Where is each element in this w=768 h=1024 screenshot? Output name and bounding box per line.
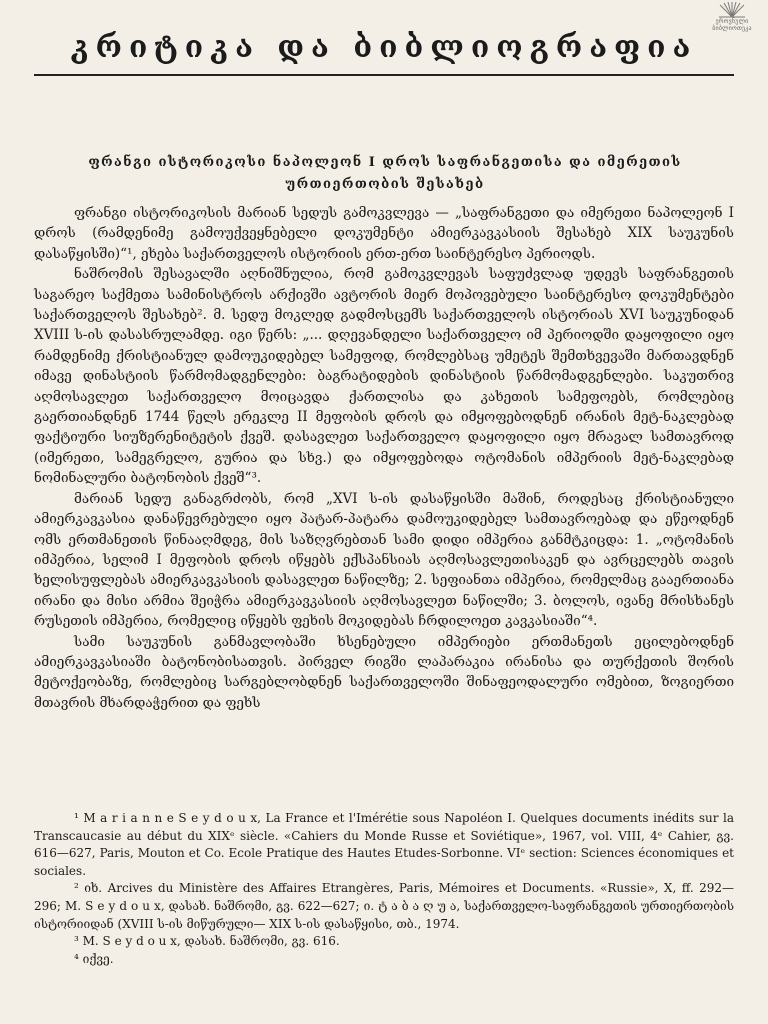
book-fan-icon <box>717 2 747 18</box>
footnote: ⁴ იქვე. <box>74 951 114 966</box>
section-header: კრიტიკა და ბიბლიოგრაფია <box>70 30 698 65</box>
logo-text: ეროვნული ბიბლიოთეკა <box>712 18 752 32</box>
header-rule <box>34 74 734 76</box>
paragraph: მარიან სედუ განაგრძობს, რომ „XVI ს-ის დასაწყისში მაშინ, როდესაც ქრისტიანული ამიერკავკასია დანაწევრებული იყო პატარ-პატარა დამოუკიდებელ სამთავროებად და ეწეოდნენ ომს ერთმანეთის წინააღმდეგ, მის საზღვრებთან სამი დიდი იმპერია განმტკიცდა: 1. „ოტომანის იმპერია, სელიმ I მეფობის დროს იწყებს ექსპანსიას აღმოსავლეთისაკენ და ავრცელებს თავის ხელისუფლებას ამიერკავკასიის დასავლეთ ნაწილზე; 2. სეფიანთა იმპერია, რომელმაც გააერთიანა ირანი და მისი არმია შეიჭრა ამიერკავკასიის აღმოსავლეთ ნაწილში; 3. ბოლოს, ივანე მრისხანეს რუსეთის იმპერია, რომელიც იწყებს ფეხის მოკიდებას ჩრდილოეთ კავკასიაში“⁴. <box>34 490 734 630</box>
paragraph: ნაშრომის შესავალში აღნიშნულია, რომ გამოკვლევას საფუძვლად უდევს საფრანგეთის საგარეო საქმეთა სამინისტროს არქივში ავტორის მიერ მოპოვებული საინტერესო დოკუმენტები საქართველოს შესახებ². მ. სედუ მოკლედ გადმოსცემს საქართველოს ისტორიას XVI საუკუნიდან XVIII ს-ის დასასრულამდე. იგი წერს: „... დღევანდელი საქართველო იმ პერიოდში დაყოფილი იყო რამდენიმე ქრისტიანულ დამოუკიდებელ სამეფოდ, რომლებსაც უმეტეს შემთხვევაში მართავდნენ იმავე დინასტიის წარმომადგენლები: ბაგრატიდების დინასტიის წარმომადგენლები. საკუთრივ აღმოსავლეთ საქართველო მოიცავდა ქართლისა და კახეთის სამეფოებს, რომლებიც გაერთიანდნენ 1744 წელს ერეკლე II მეფობის დროს და იმყოფებოდნენ ირანის მეტ-ნაკლებად ფაქტიური სიუზერენიტეტის ქვეშ. დასავლეთ საქართველო დაყოფილი იყო მრავალ სამთავროდ (იმერეთი, სამეგრელო, გურია და სხვ.) და იმყოფებოდა ოტომანის იმპერიის მეტ-ნაკლებად ნომინალური ბატონობის ქვეშ“³. <box>34 266 734 487</box>
footnotes <box>34 810 734 968</box>
article-title: ფრანგი ისტორიკოსი ნაპოლეონ I დროს საფრანგეთისა და იმერეთის ურთიერთობის შესახებ <box>88 155 682 192</box>
paragraph: სამი საუკუნის განმავლობაში ხსენებული იმპერიები ერთმანეთს ეცილებოდნენ ამიერკავკასიაში ბატონობისათვის. პირველ რიგში ლაპარაკია ირანისა და თურქეთის შორის მეტოქეობაზე, რომლებიც სარგებლობდნენ საქართველოში შინაფეოდალური ომებით, ზოგიერთი მთავრის მხარდაჭერით და ფეხს <box>34 633 734 711</box>
footnote: ² იხ. Arcives du Ministère des Affaires Etrangères, Paris, Mémoires et Documents. «Russie», X, ff. 292—296; M. S e y d o u x, დასახ. ნაშრომი, გვ. 622—627; ი. ტ ა ბ ა ღ უ ა, საქართველო-საფრანგეთის ურთიერთობის ისტორიიდან (XVIII ს-ის მიწურული— XIX ს-ის დასაწყისი, თბ., 1974. <box>34 881 734 931</box>
paragraph: ფრანგი ისტორიკოსის მარიან სედუს გამოკვლევა — „საფრანგეთი და იმერეთი ნაპოლეონ I დროს (რამდენიმე გამოუქვეყნებელი დოკუმენტი ამიერკავკასიის შესახებ XIX საუკუნის დასაწყისში)“¹, ეხება საქართველოს ისტორიის ერთ-ერთ საინტერესო პერიოდს. <box>34 205 734 262</box>
footnote: ³ M. S e y d o u x, დასახ. ნაშრომი, გვ. 616. <box>74 934 340 949</box>
footnote: ¹ M a r i a n n e S e y d o u x, La France et l'Imérétie sous Napoléon I. Quelques documents inédits sur la Transcaucasie au début du XIXᵉ siècle. «Cahiers du Monde Russe et Soviétique», 1967, vol. VIII, 4ᵉ Cahier, გვ. 616—627, Paris, Mouton et Co. Ecole Pratique des Hautes Etudes-Sorbonne. VIᵉ section: Sciences économiques et sociales. <box>34 811 734 878</box>
article-body <box>34 203 734 713</box>
